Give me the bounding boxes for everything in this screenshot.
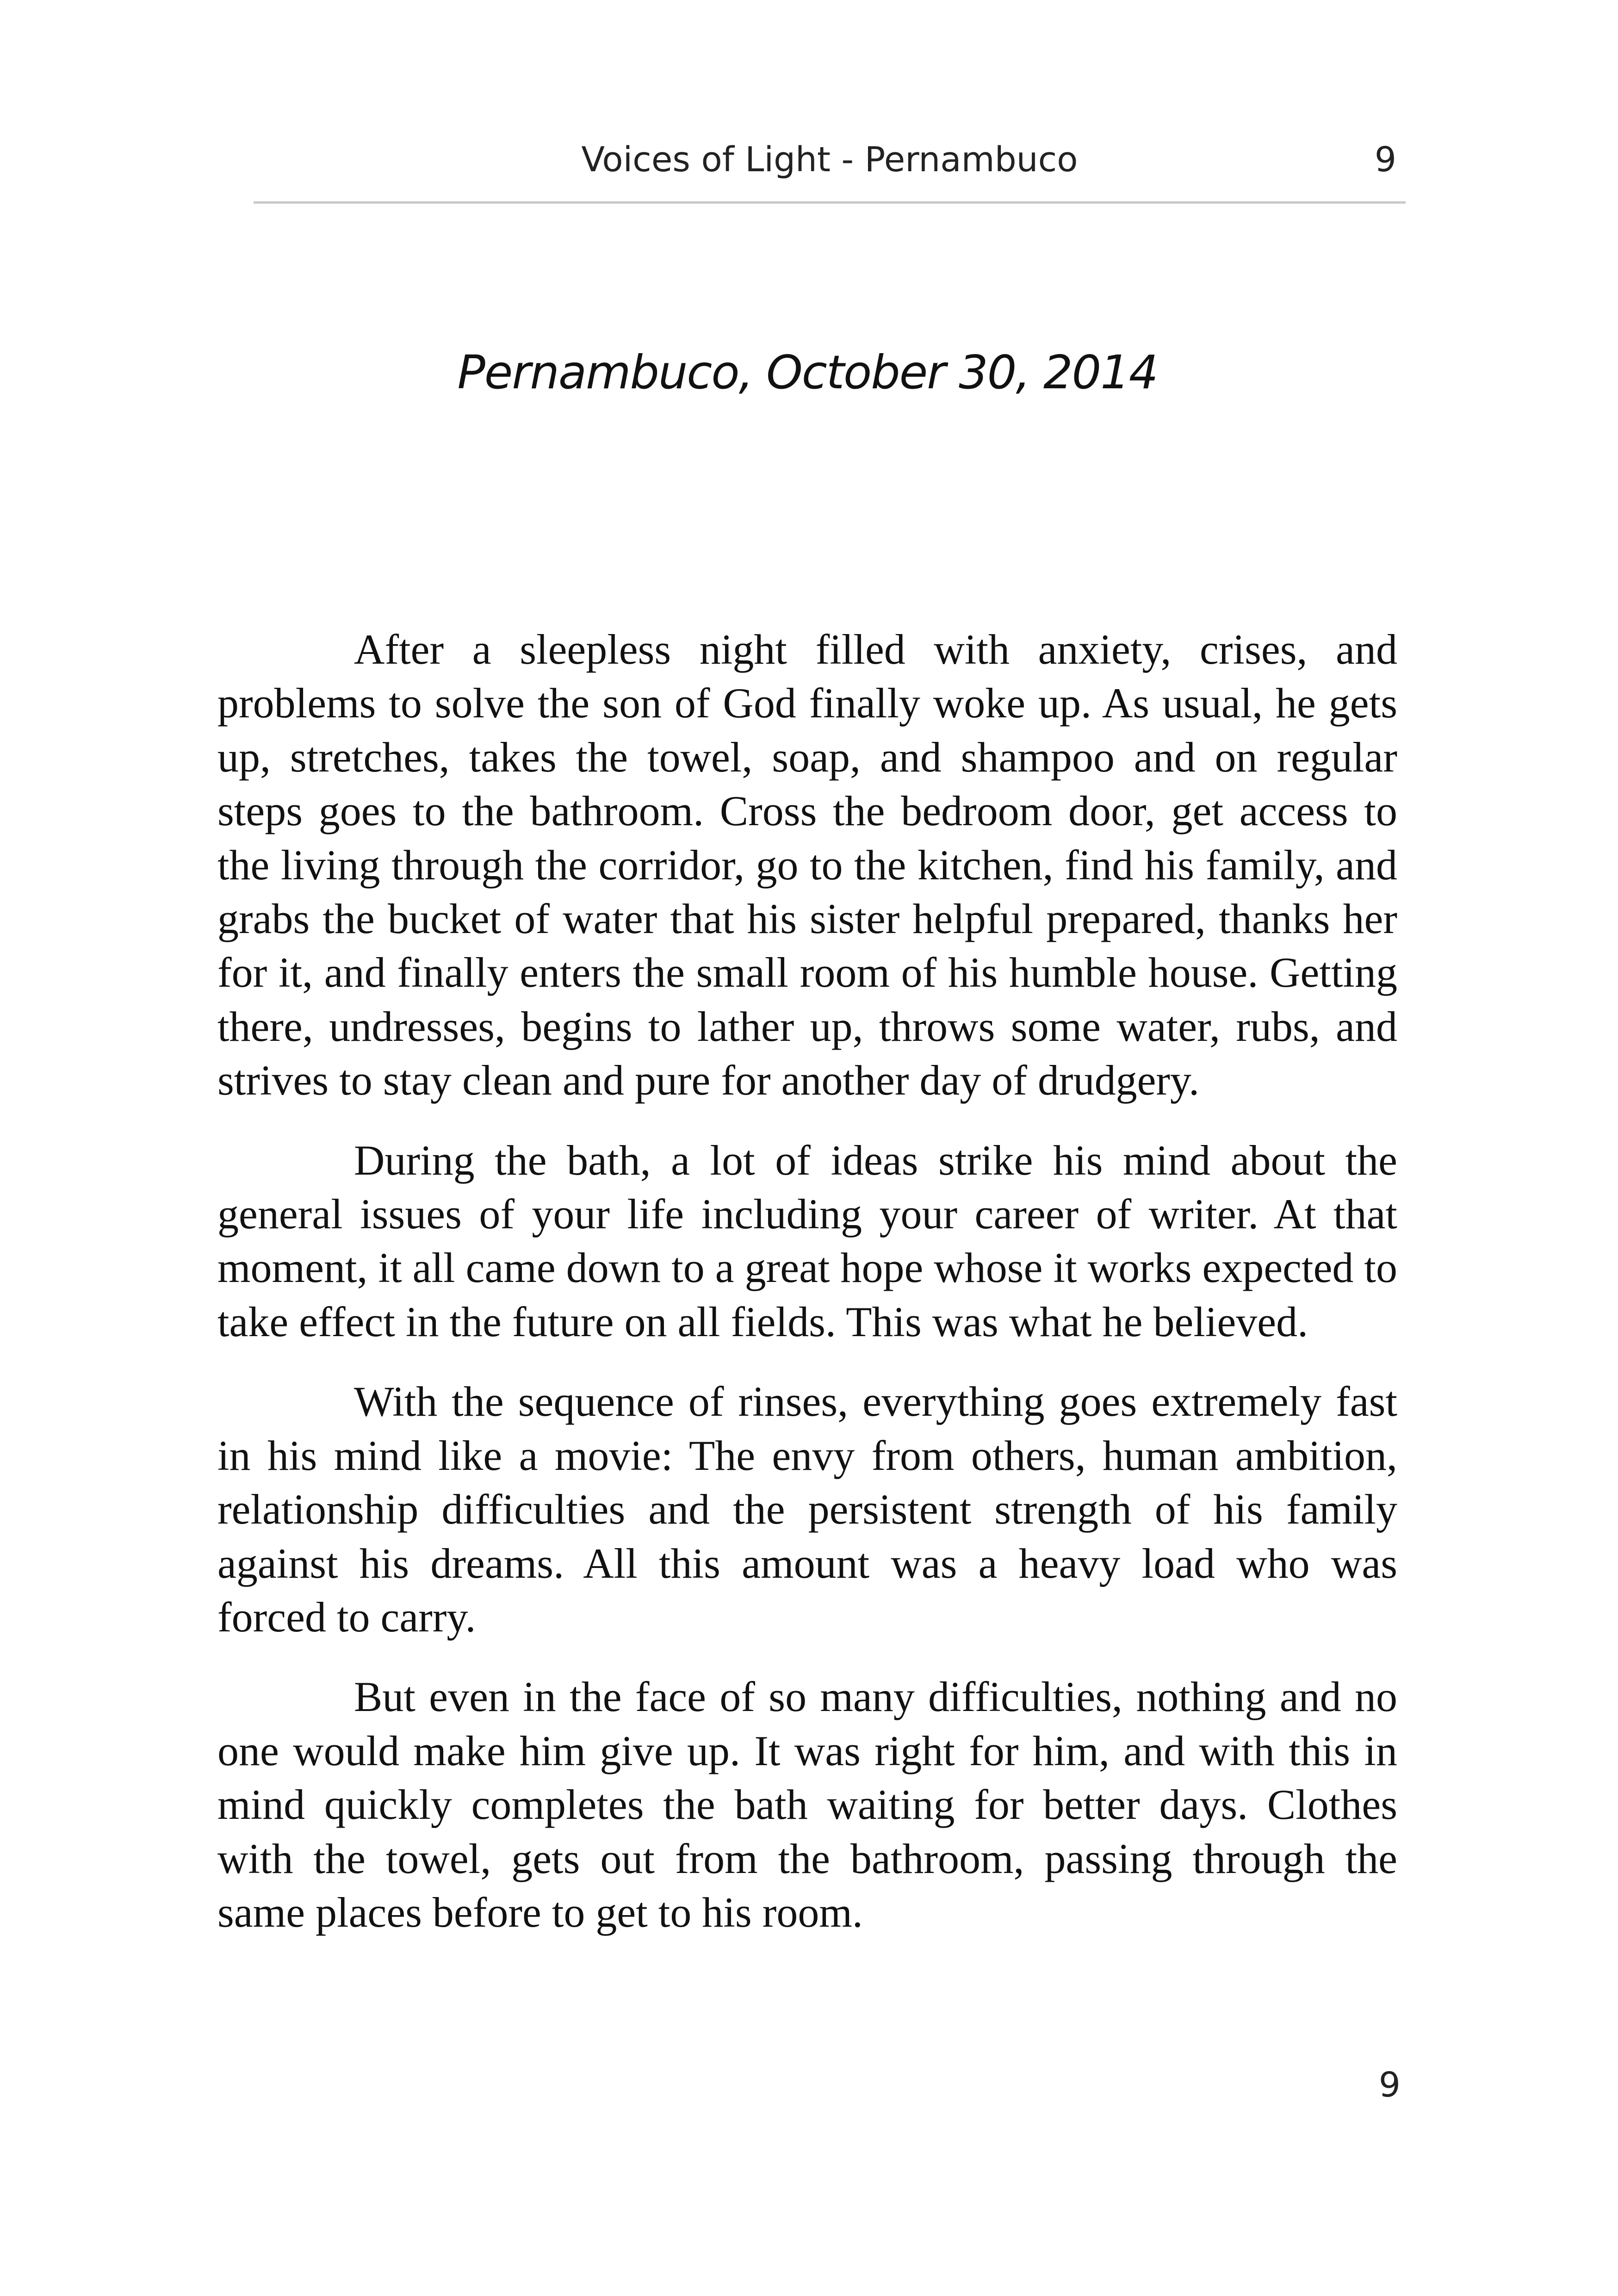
- body-text: [217, 622, 1397, 1965]
- chapter-heading: Pernambuco, October 30, 2014: [457, 345, 1158, 399]
- paragraph: After a sleepless night filled with anxiety, crises, and problems to solve the son of God finally woke up. As usual, he gets up, stretches, takes the towel, soap, and shampoo and on regular steps goes to the bathroom. Cross the bedroom door, get access to the living through the corridor, go to the kitchen, find his family, and grabs the bucket of water that his sister helpful prepared, thanks her for it, and finally enters the small room of his humble house. Getting there, undresses, begins to lather up, throws some water, rubs, and strives to stay clean and pure for another day of drudgery.: [217, 626, 1397, 1104]
- running-header: [254, 134, 1406, 204]
- header-page-number: 9: [1374, 140, 1396, 180]
- paragraph: With the sequence of rinses, everything goes extremely fast in his mind like a movie: The envy from others, human ambition, relationship difficulties and the persistent strength of his family against his dreams. All this amount was a heavy load who was forced to carry.: [217, 1378, 1397, 1641]
- paragraph: But even in the face of so many difficulties, nothing and no one would make him give up. It was right for him, and with this in mind quickly completes the bath waiting for better days. Clothes with the towel, gets out from the bathroom, passing through the same places before to get to his room.: [217, 1673, 1397, 1936]
- header-title: Voices of Light - Pernambuco: [581, 140, 1078, 180]
- paragraph: During the bath, a lot of ideas strike his mind about the general issues of your life including your career of writer. At that moment, it all came down to a great hope whose it works expected to take effect in the future on all fields. This was what he believed.: [217, 1136, 1397, 1345]
- footer-page-number: 9: [1378, 2065, 1401, 2105]
